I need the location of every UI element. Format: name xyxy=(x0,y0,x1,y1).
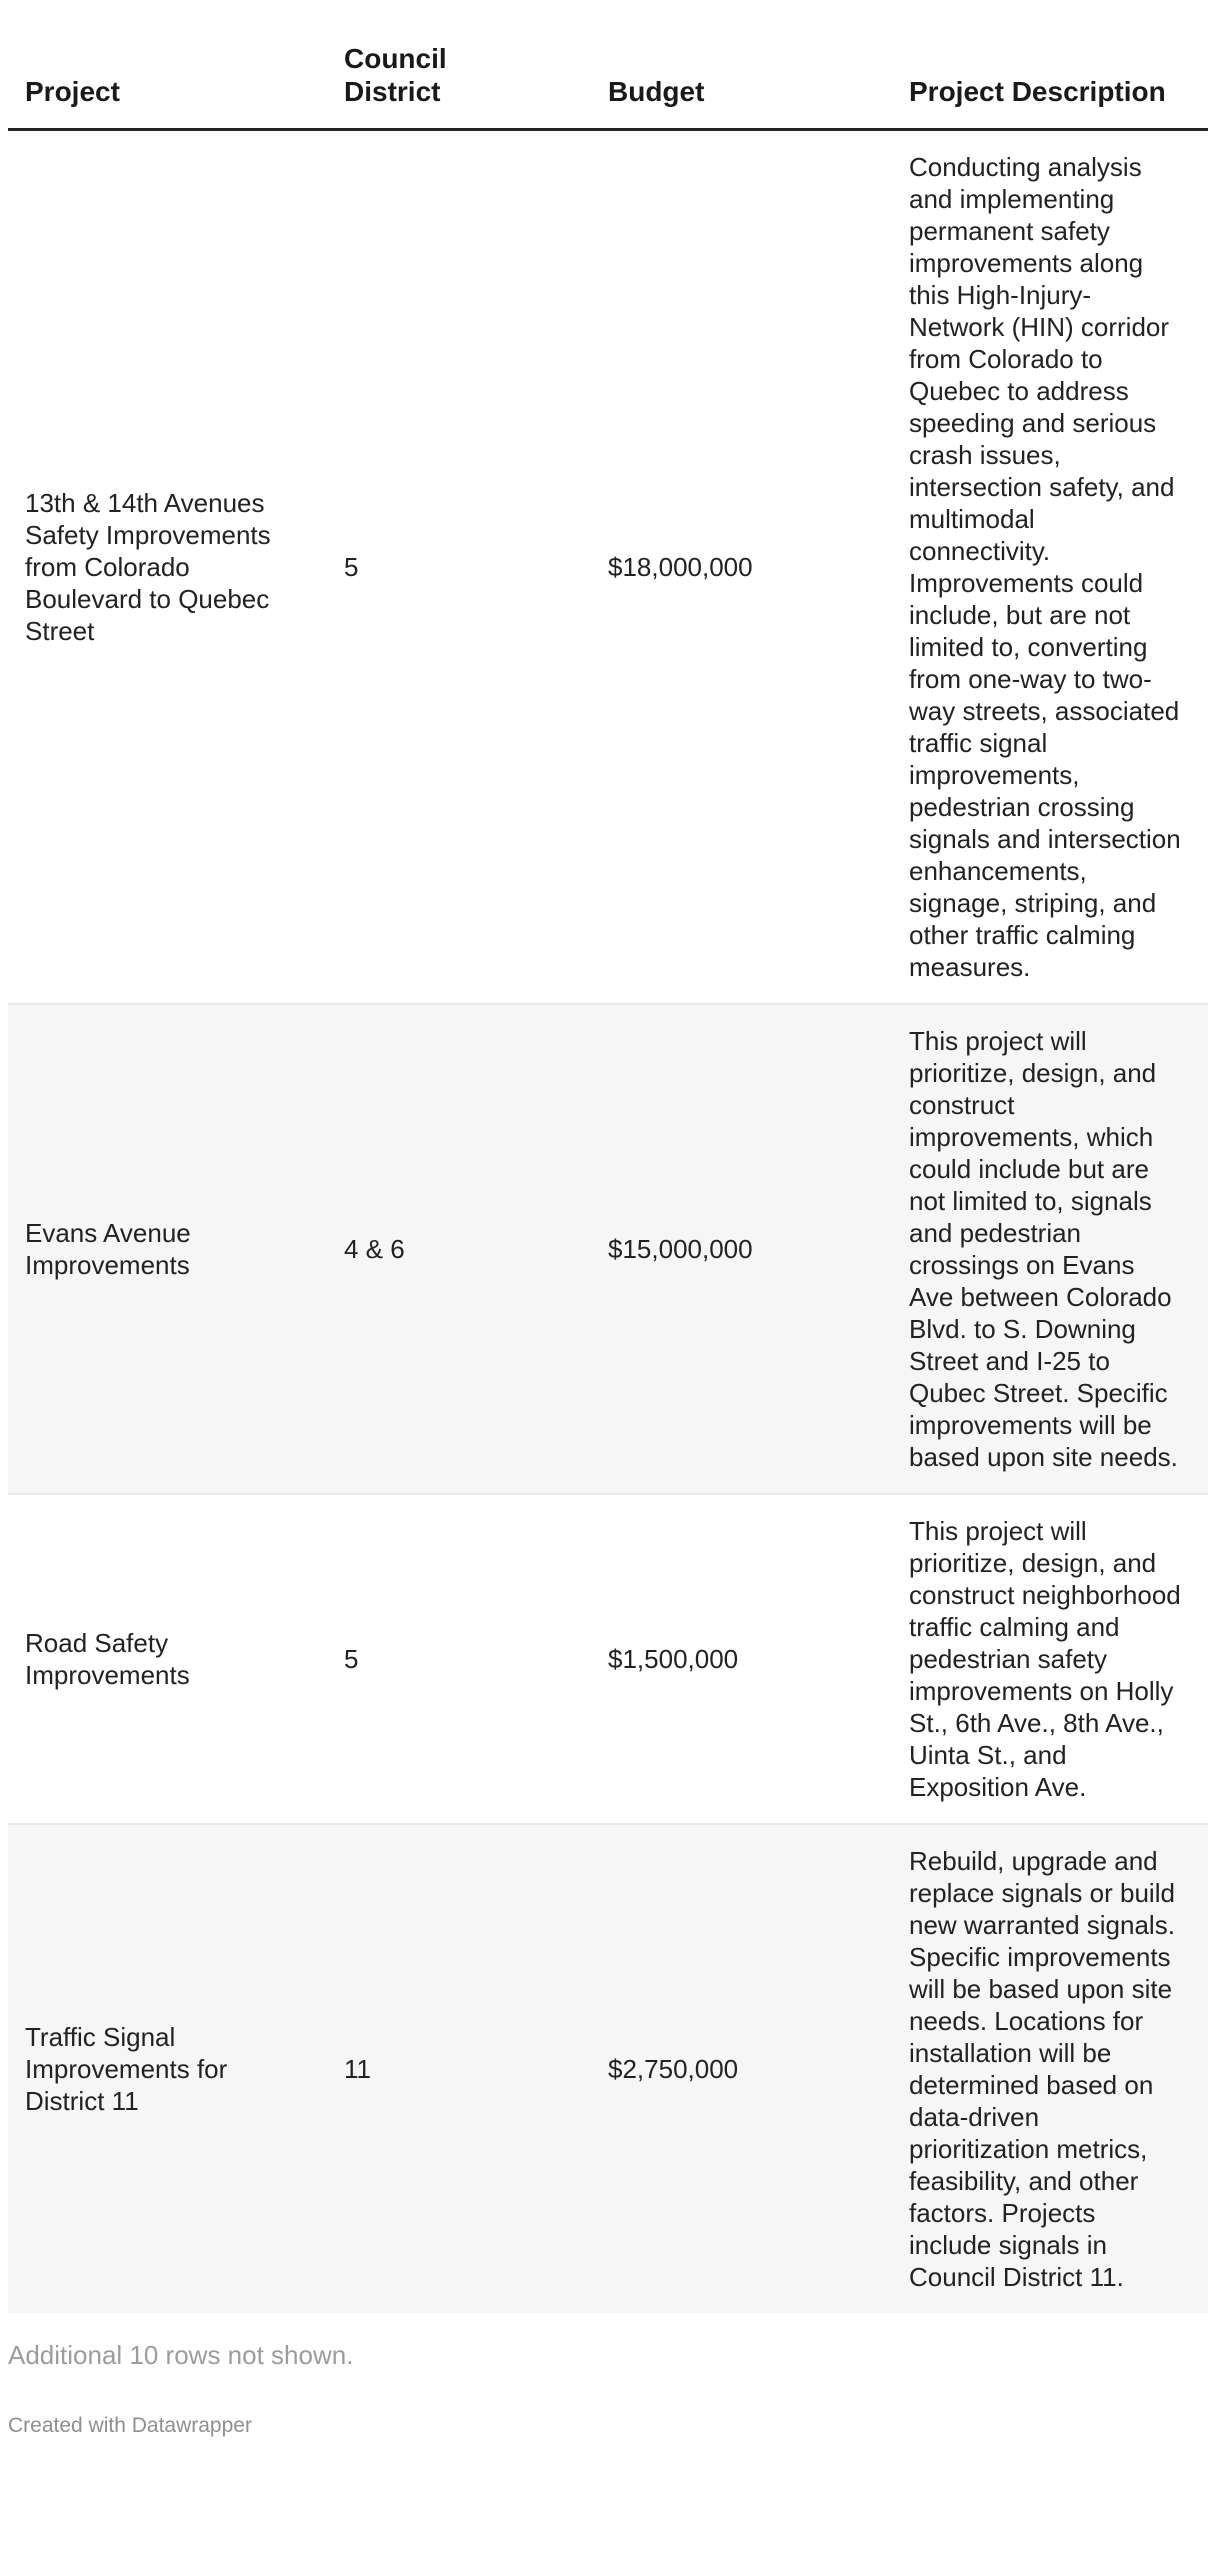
cell-project-description: Rebuild, upgrade and replace signals or build new warranted signals. Specific improvements will be based upon site needs. Locations for installation will be determined based on data-driven prioritization metrics, feasibility, and other factors. Projects include signals in Council District 11. xyxy=(892,1824,1208,2313)
header-row xyxy=(8,0,1208,130)
cell-project: Road Safety Improvements xyxy=(8,1494,327,1824)
cell-budget: $15,000,000 xyxy=(591,1004,892,1494)
rows-not-shown-note: Additional 10 rows not shown. xyxy=(8,2340,354,2370)
cell-council-district: 5 xyxy=(327,1494,591,1824)
cell-budget: $2,750,000 xyxy=(591,1824,892,2313)
table-body xyxy=(8,130,1208,2314)
cell-project-description: This project will prioritize, design, and construct neighborhood traffic calming and pedestrian safety improvements on Holly St., 6th Ave., 8th Ave., Uinta St., and Exposition Ave. xyxy=(892,1494,1208,1824)
datawrapper-attribution-link[interactable]: Created with Datawrapper xyxy=(8,2414,252,2437)
cell-council-district: 5 xyxy=(344,552,359,582)
table-row-4 xyxy=(8,1824,1208,2313)
col-header-budget: Budget xyxy=(591,0,892,130)
cell-budget: $18,000,000 xyxy=(608,552,753,582)
cell-project: Evans Avenue Improvements xyxy=(8,1004,327,1494)
table-header xyxy=(8,0,1208,130)
cell-project-description: Conducting analysis and implementing permanent safety improvements along this High-Injury-Network (HIN) corridor from Colorado to Quebec to address speeding and serious crash issues, intersection safety, and multimodal connectivity. Improvements could include, but are not limited to, converting from one-way to two-way streets, associated traffic signal improvements, pedestrian crossing signals and intersection enhancements, signage, striping, and other traffic calming measures. xyxy=(909,152,1181,982)
table-row-2 xyxy=(8,1004,1208,1494)
cell-project: Traffic Signal Improvements for District 11 xyxy=(8,1824,327,2313)
cell-council-district: 4 & 6 xyxy=(327,1004,591,1494)
cell-council-district: 11 xyxy=(327,1824,591,2313)
table-row-1 xyxy=(8,130,1208,1005)
table-row-3 xyxy=(8,1494,1208,1824)
cell-project: 13th & 14th Avenues Safety Improvements from Colorado Boulevard to Quebec Street xyxy=(25,488,271,646)
cell-project-description: This project will prioritize, design, and construct improvements, which could include but are not limited to, signals and pedestrian crossings on Evans Ave between Colorado Blvd. to S. Downing Street and I-25 to Qubec Street. Specific improvements will be based upon site needs. xyxy=(892,1004,1208,1494)
col-header-project: Project xyxy=(8,0,327,130)
projects-table xyxy=(8,0,1208,2313)
cell-budget: $1,500,000 xyxy=(591,1494,892,1824)
col-header-council-district: Council District xyxy=(327,0,591,130)
col-header-project-description: Project Description xyxy=(892,0,1208,130)
